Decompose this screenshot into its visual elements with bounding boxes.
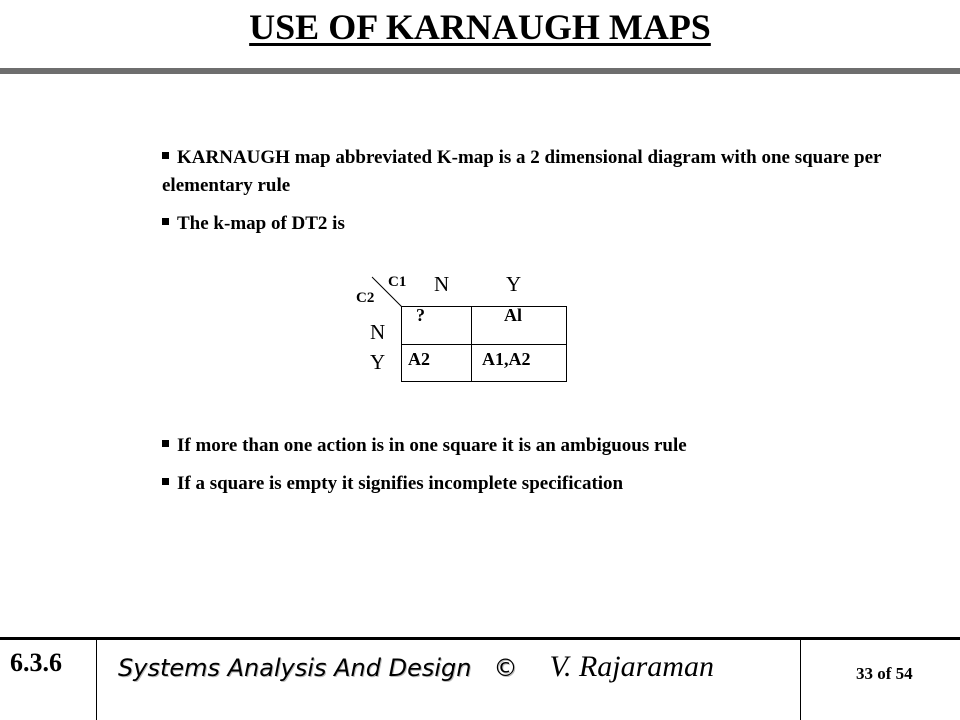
kmap-col-condition: C1 bbox=[388, 274, 407, 290]
kmap-cell: A1,A2 bbox=[482, 349, 531, 369]
footer-divider bbox=[0, 637, 960, 640]
kmap-col-header: N bbox=[434, 272, 450, 296]
square-bullet-icon bbox=[162, 218, 169, 225]
author-name: V. Rajaraman bbox=[549, 650, 714, 683]
kmap-row-condition: C2 bbox=[356, 290, 375, 306]
footer-separator bbox=[800, 640, 801, 720]
kmap-col-header: Y bbox=[506, 272, 522, 296]
bullet-item: The k-map of DT2 is bbox=[162, 210, 882, 238]
slide-title: USE OF KARNAUGH MAPS bbox=[249, 7, 711, 47]
bullet-list-top bbox=[162, 144, 882, 248]
square-bullet-icon bbox=[162, 152, 169, 159]
kmap-cell: Al bbox=[504, 305, 522, 325]
square-bullet-icon bbox=[162, 440, 169, 447]
title-divider bbox=[0, 68, 960, 74]
kmap-cell: ? bbox=[416, 305, 425, 325]
bullet-item: KARNAUGH map abbreviated K-map is a 2 dimensional diagram with one square per elementary rule bbox=[162, 147, 882, 196]
bullet-list-bottom bbox=[162, 432, 882, 508]
section-number: 6.3.6 bbox=[10, 648, 62, 677]
copyright-symbol: © bbox=[493, 654, 518, 682]
kmap-cell: A2 bbox=[408, 349, 430, 369]
footer-separator bbox=[96, 640, 97, 720]
page-number: 33 of 54 bbox=[856, 664, 913, 683]
kmap-row-header: N bbox=[370, 320, 386, 344]
course-title: Systems Analysis And Design bbox=[118, 654, 472, 682]
bullet-item: If more than one action is in one square it is an ambiguous rule bbox=[162, 432, 882, 460]
kmap-row-header: Y bbox=[370, 350, 386, 374]
kmap-grid-line bbox=[401, 344, 567, 345]
square-bullet-icon bbox=[162, 478, 169, 485]
course-credit bbox=[118, 650, 714, 684]
bullet-item: If a square is empty it signifies incomplete specification bbox=[162, 470, 882, 498]
